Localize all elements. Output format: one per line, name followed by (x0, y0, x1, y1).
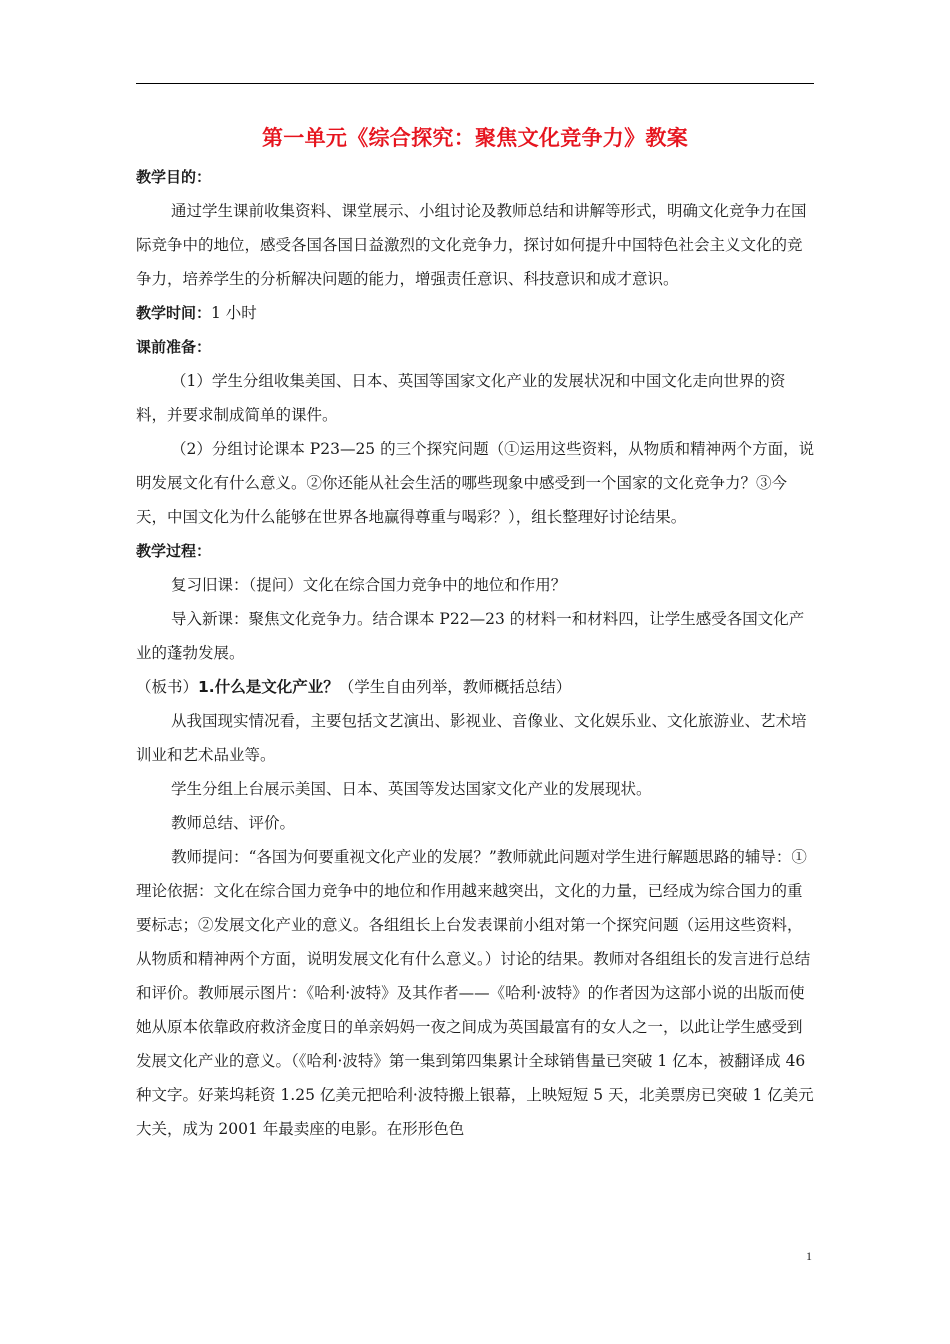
objective-heading: 教学目的： (136, 168, 212, 186)
objective-paragraph: 通过学生课前收集资料、课堂展示、小组讨论及教师总结和讲解等形式，明确文化竞争力在国际竞争中的地位，感受各国各国日益激烈的文化竞争力，探讨如何提升中国特色社会主义文化的竞争力，培养学生的分析解决问题的能力，增强责任意识、科技意识和成才意识。 (136, 202, 807, 288)
header-rule (136, 83, 814, 84)
prep-heading: 课前准备： (136, 338, 212, 356)
intro-paragraph: 导入新课：聚焦文化竞争力。结合课本 P22—23 的材料一和材料四，让学生感受各国文化产业的蓬勃发展。 (136, 610, 805, 662)
document-title: 第一单元《综合探究：聚焦文化竞争力》教案 (262, 126, 688, 150)
board-heading: 1.什么是文化产业？ (198, 678, 339, 696)
time-value: 1 小时 (211, 304, 257, 322)
time-line (136, 296, 816, 330)
board-line (136, 670, 816, 704)
page-number: 1 (806, 1249, 812, 1263)
body-paragraph: 从我国现实情况看，主要包括文艺演出、影视业、音像业、文化娱乐业、文化旅游业、艺术培训业和艺术品业等。 (136, 712, 807, 764)
board-note: （学生自由列举，教师概括总结） (338, 678, 572, 696)
prep-item-1: （1）学生分组收集美国、日本、英国等国家文化产业的发展状况和中国文化走向世界的资料，并要求制成简单的课件。 (136, 372, 786, 424)
body-paragraph: 教师总结、评价。 (171, 814, 296, 832)
body-paragraph: 学生分组上台展示美国、日本、英国等发达国家文化产业的发展现状。 (171, 780, 652, 798)
review-paragraph: 复习旧课：（提问）文化在综合国力竞争中的地位和作用？ (171, 576, 567, 594)
process-heading: 教学过程： (136, 542, 212, 560)
body-paragraph: 教师提问：“各国为何要重视文化产业的发展？”教师就此问题对学生进行解题思路的辅导：①理论依据：文化在综合国力竞争中的地位和作用越来越突出，文化的力量，已经成为综合国力的重要标志；②发展文化产业的意义。各组组长上台发表课前小组对第一个探究问题（运用这些资料，从物质和精神两个方面，说明发展文化有什么意义。）讨论的结果。教师对各组组长的发言进行总结和评价。教师展示图片：《哈利·波特》及其作者——《哈利·波特》的作者因为这部小说的出版而使她从原本依靠政府救济金度日的单亲妈妈一夜之间成为英国最富有的女人之一，以此让学生感受到发展文化产业的意义。（《哈利·波特》第一集到第四集累计全球销售量已突破 1 亿本，被翻译成 46 种文字。好莱坞耗资 1.25 亿美元把哈利·波特搬上银幕，上映短短 5 天，北美票房已突破 1 亿美元大关，成为 2001 年最卖座的电影。在形形色色 (136, 848, 814, 1138)
document-body (136, 160, 816, 1146)
prep-item-2: （2）分组讨论课本 P23—25 的三个探究问题（①运用这些资料，从物质和精神两个方面，说明发展文化有什么意义。②你还能从社会生活的哪些现象中感受到一个国家的文化竞争力？③今天，中国文化为什么能够在世界各地赢得尊重与喝彩？），组长整理好讨论结果。 (136, 440, 815, 526)
board-prefix: （板书） (136, 678, 199, 696)
time-label: 教学时间： (136, 304, 212, 322)
